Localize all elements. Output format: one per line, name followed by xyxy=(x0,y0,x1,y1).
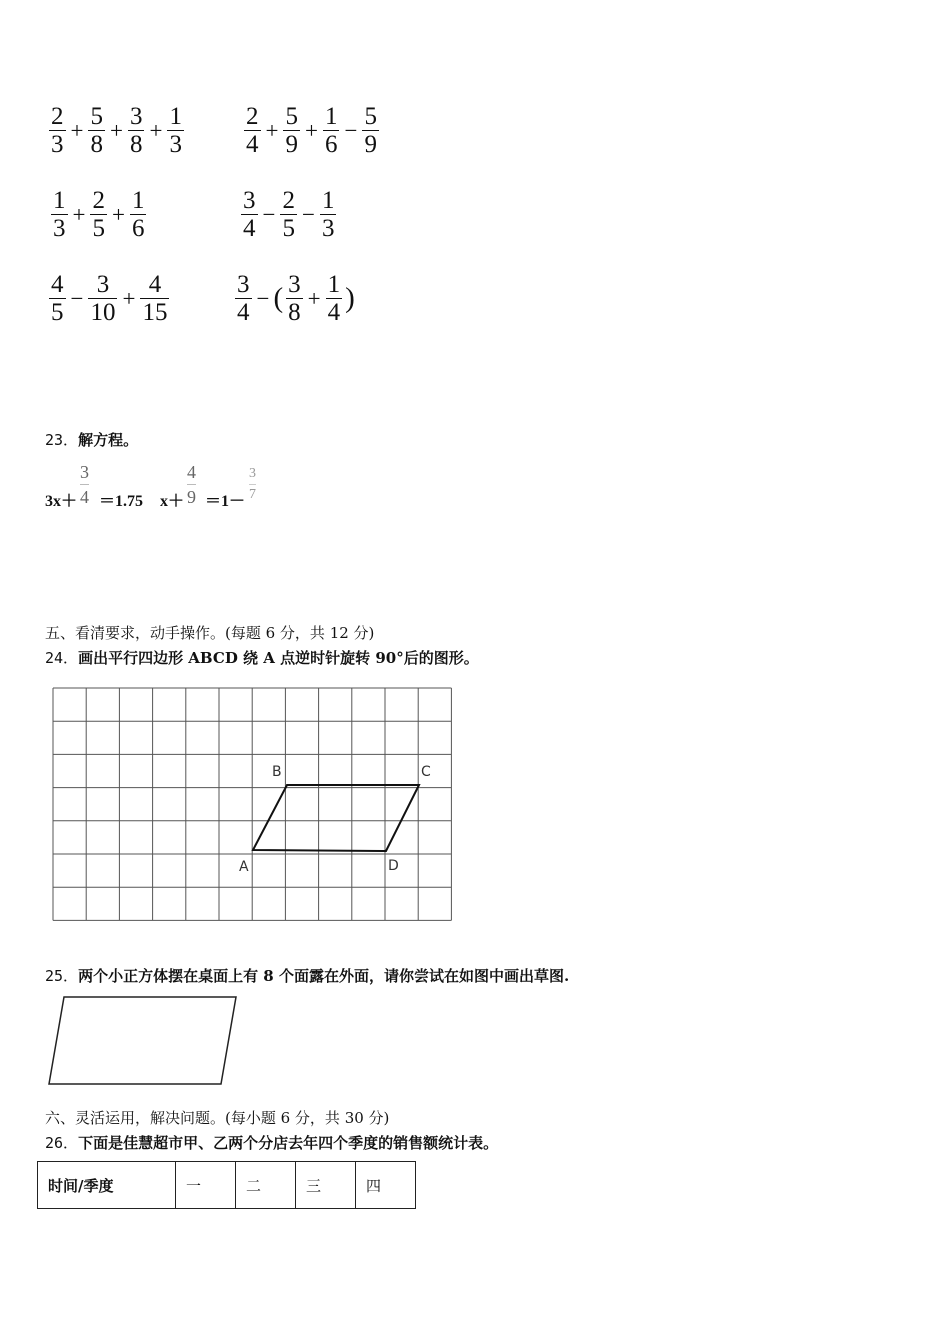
operator: + xyxy=(111,201,125,227)
sales-statistics-table xyxy=(37,1161,416,1209)
numerator: 5 xyxy=(90,103,103,130)
numerator: 3 xyxy=(237,271,250,298)
denominator: 4 xyxy=(243,215,256,242)
denominator: 9 xyxy=(364,131,377,158)
numerator: 3 xyxy=(129,103,143,130)
header-cell-q1: 一 xyxy=(176,1162,236,1209)
operator: − xyxy=(262,201,276,227)
numerator: 2 xyxy=(246,103,259,130)
numerator: 5 xyxy=(285,103,298,130)
header-cell-q4: 四 xyxy=(356,1162,416,1209)
numerator: 2 xyxy=(51,103,64,130)
numerator: 3 xyxy=(288,271,301,298)
operator: − xyxy=(344,117,358,143)
parallelogram-abcd xyxy=(253,785,419,851)
numerator: 1 xyxy=(327,271,341,298)
vertex-label-a: A xyxy=(239,859,249,875)
eq1-right: ＝1.75 xyxy=(99,493,144,510)
operator: + xyxy=(122,285,136,311)
numerator: 3 xyxy=(243,187,256,214)
header-cell-time: 时间/季度 xyxy=(38,1162,176,1209)
denominator: 8 xyxy=(90,131,103,158)
vertex-label-c: C xyxy=(421,764,431,780)
denominator: 9 xyxy=(285,131,298,158)
numerator: 1 xyxy=(324,103,338,130)
denominator: 3 xyxy=(169,131,182,158)
denominator: 8 xyxy=(129,131,143,158)
square-grid xyxy=(53,688,451,920)
operator: + xyxy=(265,117,279,143)
denominator: 4 xyxy=(327,299,341,326)
question-text: 画出平行四边形 ABCD 绕 A 点逆时针旋转 90°后的图形。 xyxy=(78,649,479,667)
operator: − xyxy=(256,285,270,311)
numerator: 1 xyxy=(131,187,145,214)
numerator: 2 xyxy=(92,187,105,214)
denominator: 4 xyxy=(246,131,259,158)
denominator: 5 xyxy=(282,215,295,242)
eq2-mid: ＝1－ xyxy=(205,493,246,510)
operator: + xyxy=(304,117,318,143)
numerator: 3 xyxy=(80,462,89,482)
question-text: 两个小正方体摆在桌面上有 8 个面露在外面，请你尝试在如图中画出草图. xyxy=(78,967,570,985)
numerator: 2 xyxy=(282,187,295,214)
operator: − xyxy=(70,285,84,311)
denominator: 15 xyxy=(142,299,168,326)
numerator: 1 xyxy=(321,187,335,214)
numerator: 1 xyxy=(53,187,66,214)
table-header-row xyxy=(38,1162,416,1209)
q25-title xyxy=(45,965,569,986)
operator: + xyxy=(109,117,123,143)
operator: + xyxy=(70,117,84,143)
operator: + xyxy=(149,117,163,143)
header-cell-q2: 二 xyxy=(236,1162,296,1209)
denominator: 3 xyxy=(321,215,335,242)
denominator: 5 xyxy=(92,215,105,242)
question-number: 23． xyxy=(45,431,79,449)
denominator: 4 xyxy=(80,487,89,507)
q26-title xyxy=(45,1132,498,1153)
vertex-label-b: B xyxy=(272,764,282,780)
eq1-left: 3x＋ xyxy=(45,493,78,510)
denominator: 3 xyxy=(51,131,64,158)
sketch-area-parallelogram[interactable] xyxy=(49,997,236,1084)
denominator: 6 xyxy=(131,215,145,242)
numerator: 4 xyxy=(187,462,196,482)
denominator: 6 xyxy=(324,131,338,158)
header-cell-q3: 三 xyxy=(296,1162,356,1209)
operator: + xyxy=(72,201,86,227)
question-text: 解方程。 xyxy=(78,431,139,449)
numerator: 4 xyxy=(51,271,64,298)
operator: + xyxy=(307,285,321,311)
section-five-heading: 五、看清要求，动手操作。(每题 6 分，共 12 分) xyxy=(45,624,375,642)
denominator: 8 xyxy=(288,299,301,326)
numerator: 4 xyxy=(148,271,162,298)
numerator: 1 xyxy=(169,103,182,130)
numerator: 3 xyxy=(96,271,110,298)
right-paren: ) xyxy=(345,282,355,314)
operator: − xyxy=(301,201,315,227)
denominator: 10 xyxy=(90,299,116,326)
numerator: 3 xyxy=(249,466,256,481)
question-number: 24． xyxy=(45,649,79,667)
vertex-label-d: D xyxy=(388,858,399,874)
left-paren: ( xyxy=(273,282,284,314)
denominator: 9 xyxy=(187,487,196,507)
eq2-left: x＋ xyxy=(160,493,185,510)
section-six-heading: 六、灵活运用，解决问题。(每小题 6 分，共 30 分) xyxy=(45,1109,390,1127)
question-text: 下面是佳慧超市甲、乙两个分店去年四个季度的销售额统计表。 xyxy=(78,1134,499,1152)
denominator: 5 xyxy=(51,299,64,326)
denominator: 7 xyxy=(249,487,256,502)
denominator: 3 xyxy=(53,215,66,242)
question-number: 26． xyxy=(45,1134,79,1152)
denominator: 4 xyxy=(237,299,250,326)
question-number: 25． xyxy=(45,967,79,985)
numerator: 5 xyxy=(364,103,377,130)
